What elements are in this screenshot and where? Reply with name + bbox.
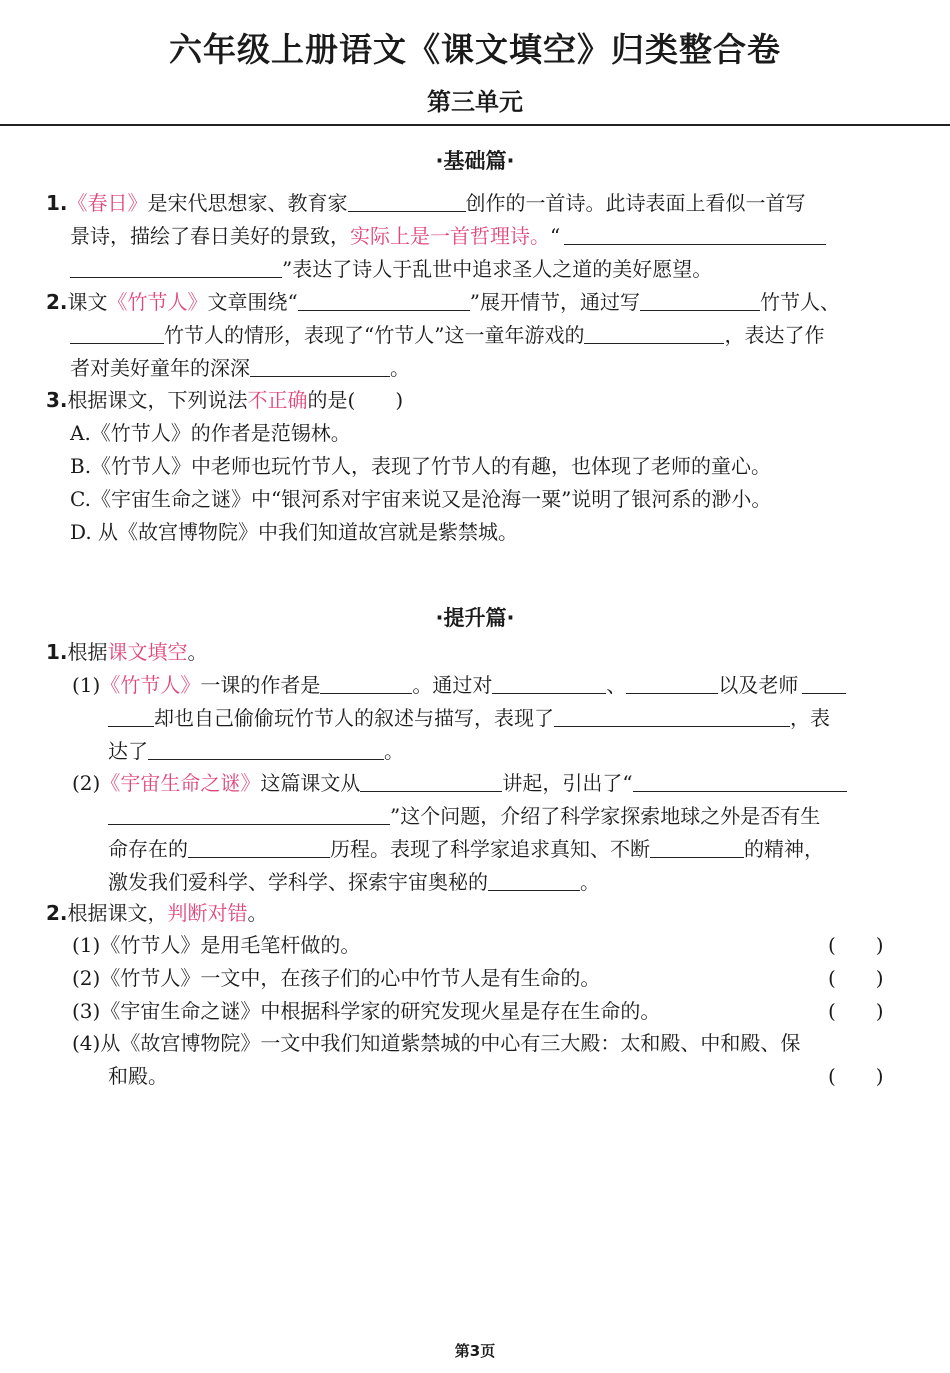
answer-parentheses[interactable]: ( ) (828, 966, 884, 990)
fill-blank[interactable] (108, 704, 154, 727)
unit-title: 第三单元 (427, 88, 523, 116)
adv-q2-heading (46, 898, 268, 928)
fill-blank[interactable] (626, 671, 718, 694)
adv-q1-s1-line3 (108, 736, 404, 766)
option-d[interactable]: D. 从《故宫博物院》中我们知道故宫就是紫禁城。 (70, 520, 519, 544)
question-text: 课文 (67, 290, 108, 314)
fill-blank[interactable] (488, 868, 580, 891)
judge-item-1: (1)《竹节人》是用毛笔杆做的。 (72, 933, 361, 957)
question-text: 。 (384, 739, 404, 763)
basic-section-heading: ·基础篇· (435, 149, 515, 173)
fill-blank[interactable] (633, 769, 847, 792)
basic-q2-line1 (46, 287, 840, 317)
question-text: 文章围绕“ (207, 290, 298, 314)
question-number: 2. (46, 290, 68, 314)
sub-number: (2) (72, 771, 101, 795)
question-text: 是宋代思想家、教育家 (147, 191, 348, 215)
question-text: 景诗，描绘了春日美好的景致， (70, 224, 350, 248)
lesson-title: 《春日》 (67, 191, 148, 215)
fill-blank[interactable] (492, 671, 606, 694)
question-text: ，表 (790, 706, 830, 730)
basic-q2-line3 (70, 353, 410, 383)
question-text: 这篇课文从 (260, 771, 361, 795)
answer-parentheses[interactable]: ( ) (828, 933, 884, 957)
question-number: 2. (46, 901, 68, 925)
fill-blank[interactable] (564, 222, 826, 245)
question-text: 根据 (67, 640, 108, 664)
question-text: 讲起，引出了“ (502, 771, 633, 795)
fill-blank[interactable] (802, 671, 846, 694)
question-text: 一课的作者是 (200, 673, 321, 697)
question-text: ”展开情节，通过写 (469, 290, 640, 314)
question-number: 3. (46, 388, 68, 412)
fill-blank[interactable] (70, 321, 164, 344)
fill-blank[interactable] (148, 737, 384, 760)
question-text: 的精神， (744, 837, 824, 861)
page-number: 第3页 (454, 1342, 496, 1360)
fill-blank[interactable] (554, 704, 790, 727)
highlight-text: 实际上是一首哲理诗。 (350, 224, 550, 248)
fill-blank[interactable] (650, 835, 744, 858)
option-c[interactable]: C.《宇宙生命之谜》中“银河系对宇宙来说又是沧海一粟”说明了银河系的渺小。 (70, 487, 772, 511)
question-text: 。 (390, 356, 410, 380)
judge-item-2: (2)《竹节人》一文中，在孩子们的心中竹节人是有生命的。 (72, 966, 601, 990)
page-title: 六年级上册语文《课文填空》归类整合卷 (169, 30, 781, 69)
question-text: 。通过对 (412, 673, 493, 697)
question-text: 根据课文，下列说法 (67, 388, 248, 412)
fill-blank[interactable] (348, 189, 466, 212)
question-text: ”这个问题，介绍了科学家探索地球之外是否有生 (390, 804, 821, 828)
question-text: 。 (580, 870, 600, 894)
question-text: “ (550, 224, 561, 248)
question-text: 。 (247, 901, 268, 925)
question-number: 1. (46, 191, 68, 215)
question-text: ”表达了诗人于乱世中追求圣人之道的美好愿望。 (282, 257, 713, 281)
judge-item-4-cont: 和殿。 (108, 1064, 168, 1088)
question-text: 激发我们爱科学、学科学、探索宇宙奥秘的 (108, 870, 488, 894)
fill-blank[interactable] (640, 288, 760, 311)
judge-item-4: (4)从《故宫博物院》一文中我们知道紫禁城的中心有三大殿：太和殿、中和殿、保 (72, 1031, 801, 1055)
basic-q3-line1 (46, 385, 403, 415)
question-text: 竹节人的情形，表现了“竹节人”这一童年游戏的 (164, 323, 585, 347)
adv-q1-s1-line2 (108, 703, 830, 733)
fill-blank[interactable] (250, 354, 390, 377)
highlight-text: 不正确 (247, 388, 308, 412)
basic-q1-line3 (70, 254, 712, 284)
advanced-section-heading: ·提升篇· (435, 606, 515, 630)
highlight-text: 判断对错 (167, 901, 248, 925)
fill-blank[interactable] (360, 769, 502, 792)
adv-q1-heading (46, 637, 208, 667)
question-text: 的是( ) (307, 388, 404, 412)
header-divider (0, 124, 950, 126)
adv-q1-s2-line1 (72, 768, 847, 798)
question-text: 创作的一首诗。此诗表面上看似一首写 (465, 191, 806, 215)
basic-q1-line2 (70, 221, 826, 251)
option-a[interactable]: A.《竹节人》的作者是范锡林。 (70, 421, 351, 445)
fill-blank[interactable] (298, 288, 470, 311)
option-b[interactable]: B.《竹节人》中老师也玩竹节人，表现了竹节人的有趣，也体现了老师的童心。 (70, 454, 772, 478)
question-text: ，表达了作 (724, 323, 825, 347)
question-text: 命存在的 (108, 837, 188, 861)
question-text: 达了 (108, 739, 148, 763)
question-text: 根据课文， (67, 901, 168, 925)
answer-parentheses[interactable]: ( ) (828, 999, 884, 1023)
question-text: 竹节人、 (759, 290, 840, 314)
judge-item-3: (3)《宇宙生命之谜》中根据科学家的研究发现火星是存在生命的。 (72, 999, 661, 1023)
question-text: 却也自己偷偷玩竹节人的叙述与描写，表现了 (154, 706, 554, 730)
adv-q1-s2-line4 (108, 867, 600, 897)
basic-q2-line2 (70, 320, 824, 350)
question-number: 1. (46, 640, 68, 664)
lesson-title: 《竹节人》 (107, 290, 208, 314)
question-text: 以及老师 (718, 673, 799, 697)
question-text: 历程。表现了科学家追求真知、不断 (330, 837, 650, 861)
lesson-title: 《宇宙生命之谜》 (100, 771, 261, 795)
adv-q1-s1-line1 (72, 670, 846, 700)
question-text: 、 (606, 673, 627, 697)
question-text: 者对美好童年的深深 (70, 356, 250, 380)
answer-parentheses[interactable]: ( ) (828, 1064, 884, 1088)
fill-blank[interactable] (108, 802, 390, 825)
sub-number: (1) (72, 673, 101, 697)
adv-q1-s2-line2 (108, 801, 820, 831)
fill-blank[interactable] (584, 321, 724, 344)
question-text: 。 (187, 640, 208, 664)
highlight-text: 课文填空 (107, 640, 188, 664)
adv-q1-s2-line3 (108, 834, 824, 864)
fill-blank[interactable] (70, 255, 282, 278)
fill-blank[interactable] (188, 835, 330, 858)
basic-q1-line1 (46, 188, 806, 218)
fill-blank[interactable] (320, 671, 412, 694)
lesson-title: 《竹节人》 (100, 673, 201, 697)
